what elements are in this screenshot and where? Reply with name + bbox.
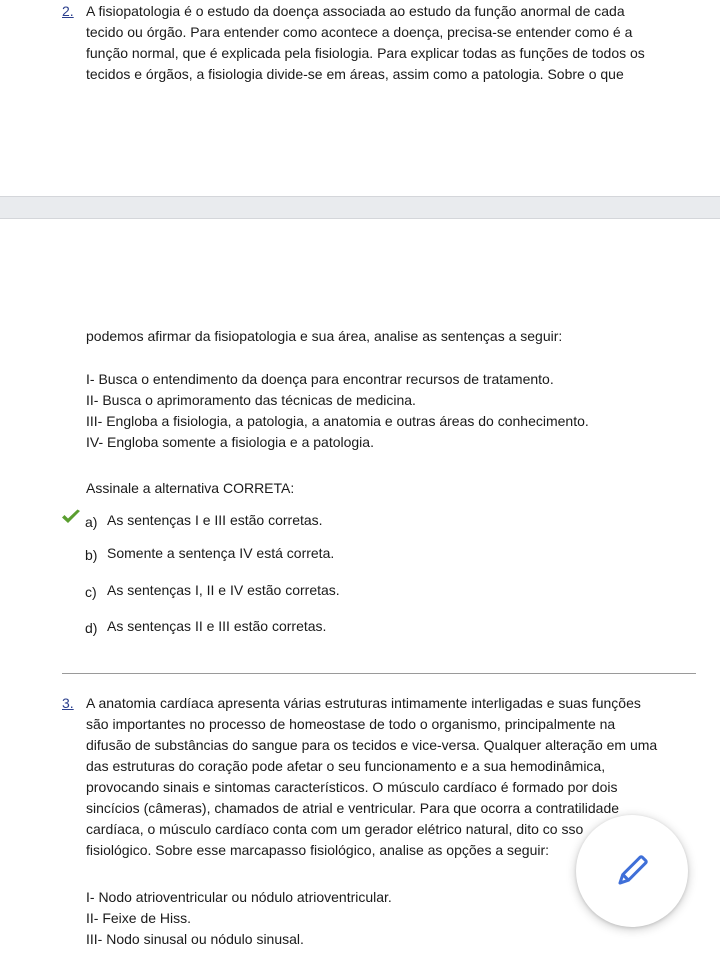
checkmark-icon: [61, 509, 81, 525]
option-b-letter[interactable]: b): [85, 547, 98, 563]
question-2-continuation: podemos afirmar da fisiopatologia e sua área, analise as sentenças a seguir:: [86, 328, 563, 344]
q3-statement-2: II- Feixe de Hiss.: [86, 910, 192, 926]
question-2-intro: A fisiopatologia é o estudo da doença associada ao estudo da função anormal de cada tecido ou órgão. Para entender como acontece a doença, precisa-se entender como é a função normal, que é explicada pela fisiologia. Para explicar todas as funções de todos os tecidos e órgãos, a fisiologia divide-se em áreas, assim como a patologia. Sobre o que: [86, 3, 645, 82]
option-b-text[interactable]: Somente a sentença IV está correta.: [107, 545, 335, 561]
document-page-1: [0, 0, 720, 196]
option-a-letter[interactable]: a): [85, 514, 98, 530]
option-c-letter[interactable]: c): [85, 584, 97, 600]
statement-4: IV- Engloba somente a fisiologia e a patologia.: [86, 434, 374, 450]
pencil-icon: [612, 851, 652, 891]
option-c-text[interactable]: As sentenças I, II e IV estão corretas.: [107, 582, 340, 598]
question-2-number[interactable]: 2.: [62, 3, 74, 19]
page-separator: [0, 196, 720, 219]
option-a-text[interactable]: As sentenças I e III estão corretas.: [107, 512, 323, 528]
edit-fab-button[interactable]: [576, 815, 688, 927]
question-3-number[interactable]: 3.: [62, 695, 74, 711]
question-divider: [62, 673, 696, 674]
statement-3: III- Engloba a fisiologia, a patologia, a anatomia e outras áreas do conhecimento.: [86, 413, 589, 429]
q3-statement-1: I- Nodo atrioventricular ou nódulo atrioventricular.: [86, 889, 392, 905]
option-d-letter[interactable]: d): [85, 620, 98, 636]
instruction: Assinale a alternativa CORRETA:: [86, 480, 295, 496]
question-3-intro: A anatomia cardíaca apresenta várias estruturas intimamente interligadas e suas funções são importantes no processo de homeostase de todo o organismo, principalmente na difusão de substâncias do sangue para os tecidos e vice-versa. Qualquer alteração em uma das estruturas do coração pode afetar o seu funcionamento e a sua hemodinâmica, provocando sinais e sintomas característicos. O músculo cardíaco é formado por dois sincícios (câmeras), chamados de atrial e ventricular. Para que ocorra a contratilidade cardíaca, o músculo cardíaco conta com um gerador elétrico natural, dito co sso fisiológico. Sobre esse marcapasso fisiológico, analise as opções a seguir:: [86, 695, 658, 858]
option-d-text[interactable]: As sentenças II e III estão corretas.: [107, 618, 327, 634]
statement-1: I- Busca o entendimento da doença para encontrar recursos de tratamento.: [86, 371, 554, 387]
q3-statement-3: III- Nodo sinusal ou nódulo sinusal.: [86, 931, 304, 947]
statement-2: II- Busca o aprimoramento das técnicas de medicina.: [86, 392, 416, 408]
